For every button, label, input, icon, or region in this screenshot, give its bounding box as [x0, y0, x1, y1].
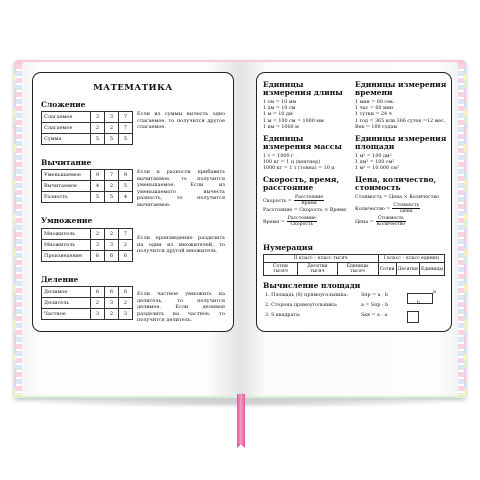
speed-heading: Скорость, время, расстояние [263, 175, 340, 192]
division-table [41, 286, 133, 320]
table-row: Сотни тысяч Десятки тысяч Единицы тысяч Сотни Десятки Единицы [264, 263, 445, 276]
bookmark-ribbon [237, 394, 245, 444]
table-row: Делитель 2 3 2 [42, 298, 133, 309]
page-title: МАТЕМАТИКА [93, 83, 173, 93]
table-row: Слагаемое 2 2 7 [42, 123, 133, 134]
table-row: Разность 5 5 4 [42, 192, 133, 203]
multiplication-note: Если произведение разделить на один из множителей, то получится другой множитель. [137, 235, 225, 255]
division-note: Если частное умножить на делитель, то получится делимое. Если делимое разделить на частное, то получится делитель. [137, 291, 225, 324]
mass-heading: Единицы измерения массы [263, 134, 342, 151]
multiplication-table [41, 228, 133, 262]
division-heading: Деление [41, 275, 79, 284]
table-row: Множитель 2 2 7 [42, 229, 133, 240]
table-row: Слагаемое 3 3 7 [42, 112, 133, 123]
units-panel [256, 72, 452, 332]
length-list: 1 см = 10 мм 1 дм = 10 см 1 м = 10 дм 1 м = 100 см = 1000 мм 1 км = 1000 м [263, 100, 324, 130]
subtraction-heading: Вычитание [41, 158, 92, 167]
table-row: Уменьшаемое 9 7 9 [42, 170, 133, 181]
addition-table [41, 111, 133, 145]
time-list: 1 мин = 60 сек. 1 час = 60 мин 1 сутки = 24 ч 1 год = 365 или 366 суток =12 мес. Век = 100 годам [355, 100, 446, 130]
length-heading: Единицы измерения длины [263, 80, 343, 97]
table-row: II класс – класс тысяч I класс – класс единиц [264, 255, 445, 263]
figure-label-a: a [433, 290, 436, 295]
table-row: Произведение 6 6 6 [42, 251, 133, 262]
price-heading: Цена, количество, стоимость [355, 175, 437, 192]
square-figure [407, 311, 419, 323]
areacalc-labels: 1. Площадь (S) прямоугольника: 2. Сторона прямоугольника: 3. S квадрата: [265, 293, 348, 318]
numeration-heading: Нумерация [263, 243, 313, 252]
addition-heading: Сложение [41, 100, 86, 109]
areacalc-heading: Вычисление площади [263, 281, 361, 290]
subtraction-note: Если к разности прибавить вычитаемое, то получится уменьшаемое. Если из уменьшаемого вычесть разность, то получится вычитаемое. [137, 169, 225, 208]
multiplication-heading: Умножение [41, 216, 93, 225]
addition-note: Если из суммы вычесть одно слагаемое, то получится другое слагаемое. [137, 111, 225, 131]
time-heading: Единицы измерения времени [355, 80, 447, 97]
areacalc-formulas: Sпр = a · b a = Sпр : b Sкв = a · a [361, 293, 389, 318]
table-row: Вычитаемое 4 2 5 [42, 181, 133, 192]
table-row: Сумма 5 5 5 [42, 134, 133, 145]
table-row: Делимое 6 6 6 [42, 287, 133, 298]
area-units-list: 1 м² = 100 дм² 1 дм² = 100 см² 1 м² = 10 000 см² [355, 154, 399, 172]
figure-label-b: b [417, 301, 421, 306]
speed-formulas: Скорость = $\frac{\text{Расстояние}}{\text{Время}}$ Расстояние = Скорость × Время Время = $\frac{\text{Расстояние}}{\text{Скорость}}$ [263, 195, 347, 228]
table-row: Частное 3 2 3 [42, 309, 133, 320]
subtraction-table [41, 169, 133, 203]
math-panel [32, 72, 234, 332]
mass-list: 1 т = 1000 г 100 кг = 1 ц (центнер) 1000 кг = 1 т (тонна) = 10 ц [263, 154, 335, 172]
price-formulas: Стоимость = Цена × Количество Количество = $\frac{\text{Стоимость}}{\text{Цена}}$ Цена = $\frac{\text{Стоимость}}{\text{Количество}}$ [355, 195, 439, 228]
area-units-heading: Единицы измерения площади [355, 134, 447, 151]
numeration-table [263, 254, 445, 276]
table-row: Множитель 3 3 2 [42, 240, 133, 251]
